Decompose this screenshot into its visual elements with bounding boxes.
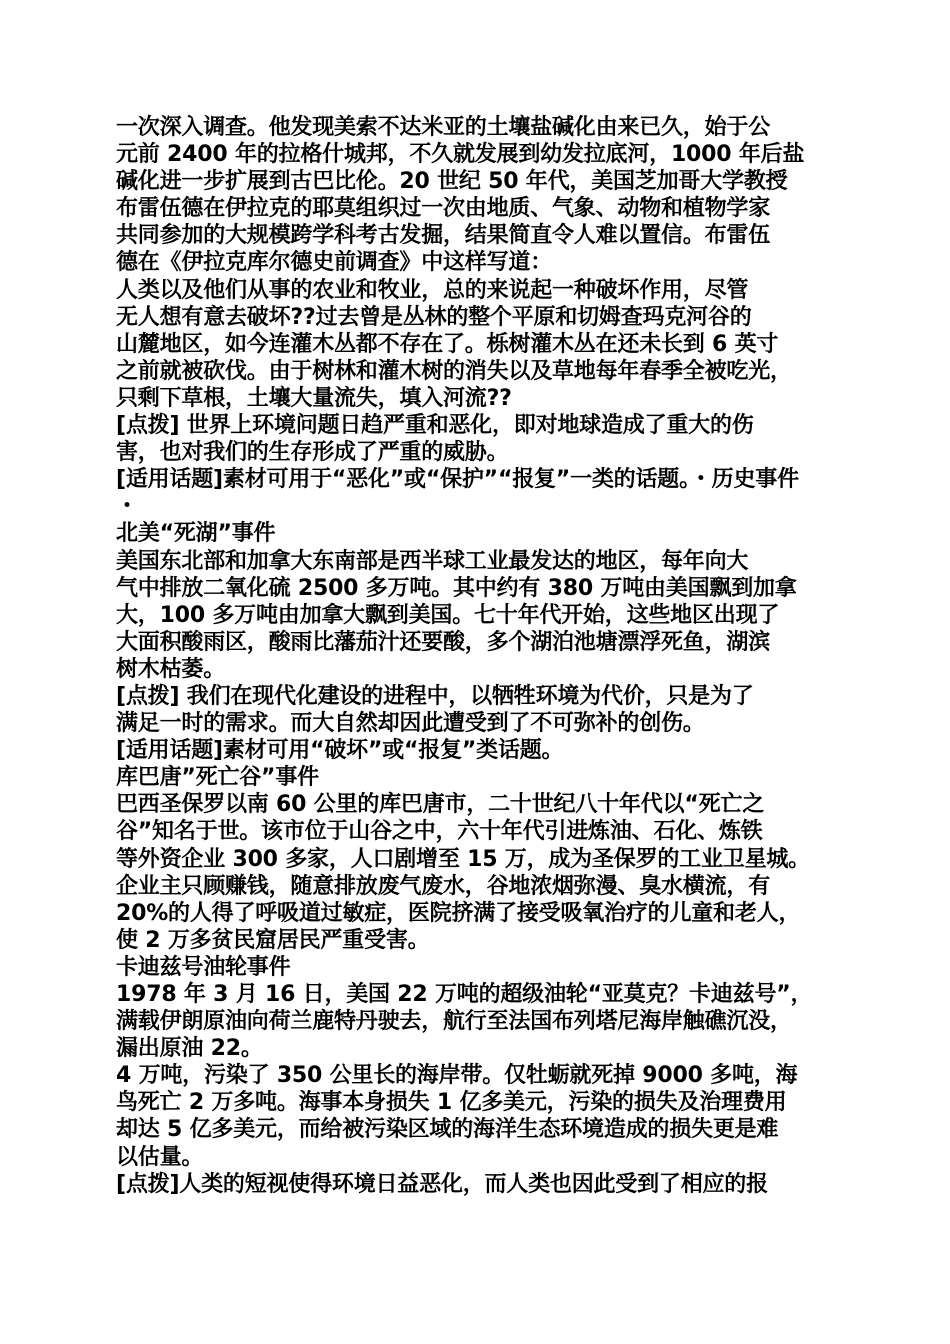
text-line: 大面积酸雨区，酸雨比藩茄汁还要酸，多个湖泊池塘漂浮死鱼，湖滨 <box>116 629 771 655</box>
text-line: [适用话题]素材可用于“恶化”或“保护”“报复”一类的话题。・历史事件 <box>116 467 799 493</box>
text-line: 元前 2400 年的拉格什城邦，不久就发展到幼发拉底河，1000 年后盐 <box>116 142 805 168</box>
text-line: 巴西圣保罗以南 60 公里的库巴唐市，二十世纪八十年代以“死亡之 <box>116 792 764 818</box>
text-line: 使 2 万多贫民窟居民严重受害。 <box>116 927 430 953</box>
text-line: 美国东北部和加拿大东南部是西半球工业最发达的地区，每年向大 <box>116 548 749 574</box>
text-line: 树木枯萎。 <box>116 656 226 682</box>
text-line: [点拨]人类的短视使得环境日益恶化，而人类也因此受到了相应的报 <box>116 1171 768 1197</box>
text-line: 等外资企业 300 多家，人口剧增至 15 万，成为圣保罗的工业卫星城。 <box>116 846 810 872</box>
text-line: [点拨] 我们在现代化建设的进程中，以牺牲环境为代价，只是为了 <box>116 683 754 709</box>
text-line: 20%的人得了呼吸道过敏症，医院挤满了接受吸氧治疗的儿童和老人， <box>116 900 801 926</box>
text-line: 以估量。 <box>116 1144 204 1170</box>
text-line: 无人想有意去破坏??过去曾是丛林的整个平原和切姆查玛克河谷的 <box>116 304 752 330</box>
text-line: 谷”知名于世。该市位于山谷之中，六十年代引进炼油、石化、炼铁 <box>116 819 763 845</box>
document-page <box>116 114 856 1198</box>
section-heading: 卡迪兹号油轮事件 <box>116 954 291 980</box>
text-line: 漏出原油 22。 <box>116 1036 263 1062</box>
text-line: 却达 5 亿多美元，而给被污染区域的海洋生态环境造成的损失更是难 <box>116 1117 779 1143</box>
text-line: 满足一时的需求。而大自然却因此遭受到了不可弥补的创伤。 <box>116 711 705 737</box>
text-line: 1978 年 3 月 16 日，美国 22 万吨的超级油轮“亚莫克？卡迪兹号”， <box>116 982 813 1007</box>
text-line: 大，100 多万吨由加拿大飘到美国。七十年代开始，这些地区出现了 <box>116 602 780 628</box>
text-line: 害，也对我们的生存形成了严重的威胁。 <box>116 440 509 466</box>
text-line: 山麓地区，如今连灌木丛都不存在了。栎树灌木丛在还未长到 6 英寸 <box>116 331 779 357</box>
text-line: 碱化进一步扩展到古巴比伦。20 世纪 50 年代，美国芝加哥大学教授 <box>116 169 788 195</box>
text-line: 气中排放二氧化硫 2500 多万吨。其中约有 380 万吨由美国飘到加拿 <box>116 575 797 601</box>
text-line: 人类以及他们从事的农业和牧业，总的来说起一种破坏作用，尽管 <box>116 277 749 303</box>
text-line: ・ <box>116 494 138 520</box>
text-line: 共同参加的大规模跨学科考古发掘，结果简直令人难以置信。布雷伍 <box>116 223 771 249</box>
text-line: 只剩下草根，土壤大量流失，填入河流?? <box>116 385 512 411</box>
text-line: 鸟死亡 2 万多吨。海事本身损失 1 亿多美元，污染的损失及治理费用 <box>116 1090 787 1116</box>
text-line: 企业主只顾赚钱，随意排放废气废水，谷地浓烟弥漫、臭水横流，有 <box>116 873 771 899</box>
text-line: 之前就被砍伐。由于树林和灌木树的消失以及草地每年春季全被吃光， <box>116 358 792 384</box>
text-line: 满载伊朗原油向荷兰鹿特丹驶去，航行至法国布列塔尼海岸触礁沉没， <box>116 1009 792 1035</box>
section-heading: 库巴唐”死亡谷”事件 <box>116 765 319 791</box>
text-line: [点拨] 世界上环境问题日趋严重和恶化，即对地球造成了重大的伤 <box>116 413 754 439</box>
text-line: 德在《伊拉克库尔德史前调查》中这样写道： <box>116 250 553 276</box>
section-heading: 北美“死湖”事件 <box>116 521 276 547</box>
text-line: 布雷伍德在伊拉克的耶莫组织过一次由地质、气象、动物和植物学家 <box>116 196 771 222</box>
text-line: 一次深入调查。他发现美索不达米亚的土壤盐碱化由来已久，始于公 <box>116 115 771 140</box>
text-line: [适用话题]素材可用“破坏”或“报复”类话题。 <box>116 738 564 764</box>
text-line: 4 万吨，污染了 350 公里长的海岸带。仅牡蛎就死掉 9000 多吨，海 <box>116 1063 798 1089</box>
